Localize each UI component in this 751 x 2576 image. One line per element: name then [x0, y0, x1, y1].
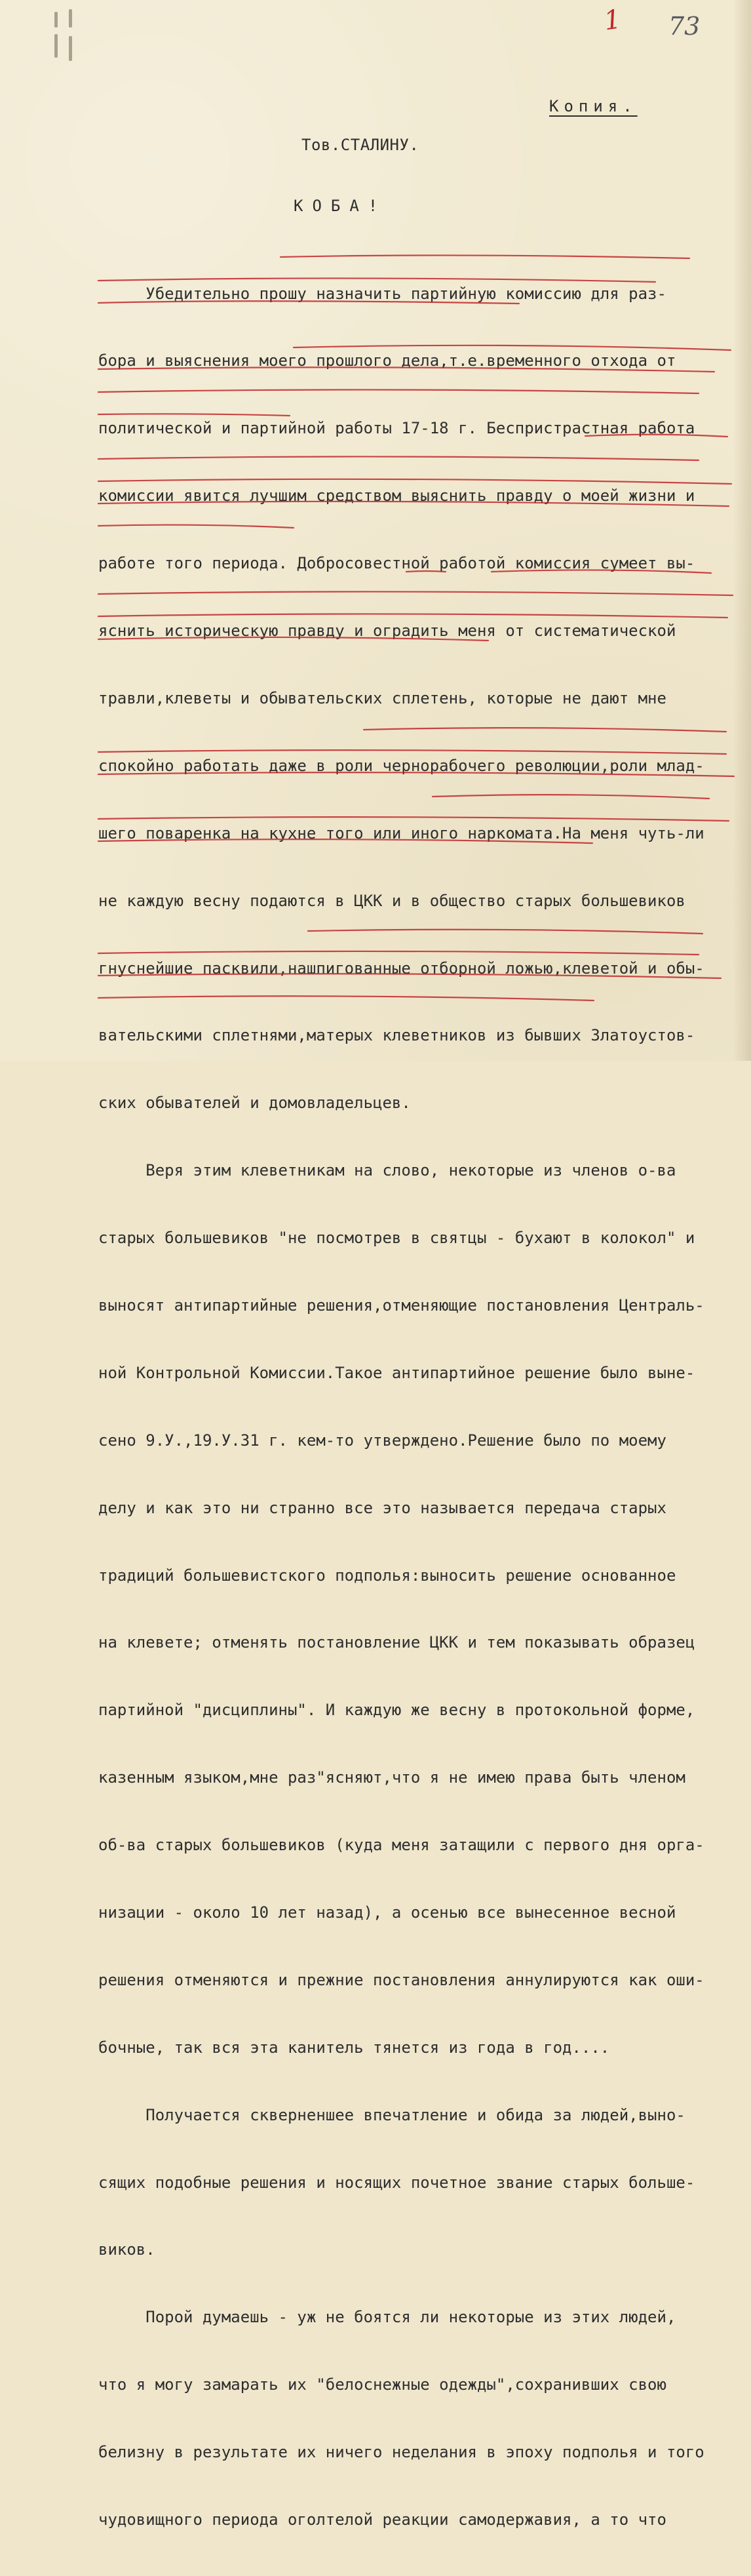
text-line: бочные, так вся эта канитель тянется из года в год....: [98, 2038, 610, 2057]
binding-hole: [69, 36, 72, 61]
letter-body: [98, 237, 727, 2576]
text-line: виков.: [98, 2240, 155, 2259]
handwritten-red-mark: 1: [602, 4, 623, 37]
text-line: бора и выяснения моего прошлого дела,т.е.временного отхода от: [98, 351, 676, 370]
text-line: об-ва старых большевиков (куда меня затащили с первого дня орга-: [98, 1836, 704, 1855]
text-line: Получается скверненшее впечатление и обида за людей,выно-: [98, 2105, 685, 2124]
text-line: Веря этим клеветникам на слово, некоторые из членов о-ва: [98, 1161, 676, 1180]
page-edge-shadow: [733, 0, 751, 1061]
text-line: шего поваренка на кухне того или иного наркомата.На меня чуть-ли: [98, 823, 704, 842]
text-line: гнуснейшие пасквили,нашпигованные отборной ложью,клеветой и обы-: [98, 959, 704, 978]
text-line: комиссии явится лучшим средством выяснить правду о моей жизни и: [98, 486, 695, 505]
text-line: сено 9.У.,19.У.31 г. кем-то утверждено.Решение было по моему: [98, 1431, 666, 1450]
text-line: решения отменяются и прежние постановления аннулируются как оши-: [98, 1970, 704, 1989]
text-line: старых большевиков "не посмотрев в святцы - бухают в колокол" и: [98, 1229, 695, 1248]
text-line: партийной "дисциплины". И каждую же весну в протокольной форме,: [98, 1701, 695, 1720]
text-line: сящих подобные решения и носящих почетное звание старых больше-: [98, 2173, 695, 2192]
binding-hole: [54, 34, 58, 58]
salutation: КОБА!: [294, 197, 387, 215]
text-line: вательскими сплетнями,матерых клеветников из бывших Златоустов-: [98, 1026, 695, 1045]
text-line: не каждую весну подаются в ЦКК и в общество старых большевиков: [98, 891, 685, 910]
text-line: казенным языком,мне раз"ясняют,что я не имею права быть членом: [98, 1768, 685, 1787]
text-line: низации - около 10 лет назад), а осенью все вынесенное весной: [98, 1903, 676, 1922]
text-line: ских обывателей и домовладельцев.: [98, 1094, 411, 1113]
text-line: чудовищного периода оголтелой реакции самодержавия, а то что: [98, 2510, 666, 2529]
text-line: что я могу замарать их "белоснежные одежды",сохранивших свою: [98, 2375, 666, 2394]
text-line: белизну в результате их ничего неделания в эпоху подполья и того: [98, 2443, 704, 2462]
text-line: травли,клеветы и обывательских сплетень, которые не дают мне: [98, 688, 666, 707]
text-line: политической и партийной работы 17-18 г. Беспристрастная работа: [98, 419, 695, 438]
addressee: Тов.СТАЛИНУ.: [301, 136, 419, 154]
binding-hole: [54, 12, 58, 28]
folio-number: 73: [668, 12, 701, 41]
copy-label: Копия.: [549, 97, 638, 115]
text-line: яснить историческую правду и оградить меня от систематической: [98, 622, 676, 641]
text-line: делу и как это ни странно все это называется передача старых: [98, 1498, 666, 1517]
text-line: на клевете; отменять постановление ЦКК и тем показывать образец: [98, 1633, 695, 1652]
text-line: выносят антипартийные решения,отменяющие постановления Централь-: [98, 1296, 704, 1315]
text-line: работе того периода. Добросовестной работой комиссия сумеет вы-: [98, 554, 695, 573]
text-line: ной Контрольной Комиссии.Такое антипартийное решение было выне-: [98, 1363, 695, 1382]
text-line: спокойно работать даже в роли чернорабочего революции,роли млад-: [98, 756, 704, 775]
text-line: традиций большевистского подполья:выносить решение основанное: [98, 1566, 676, 1585]
binding-hole: [69, 9, 72, 28]
text-line: Убедительно прошу назначить партийную комиссию для раз-: [98, 284, 666, 303]
text-line: Порой думаешь - уж не боятся ли некоторые из этих людей,: [98, 2308, 676, 2327]
